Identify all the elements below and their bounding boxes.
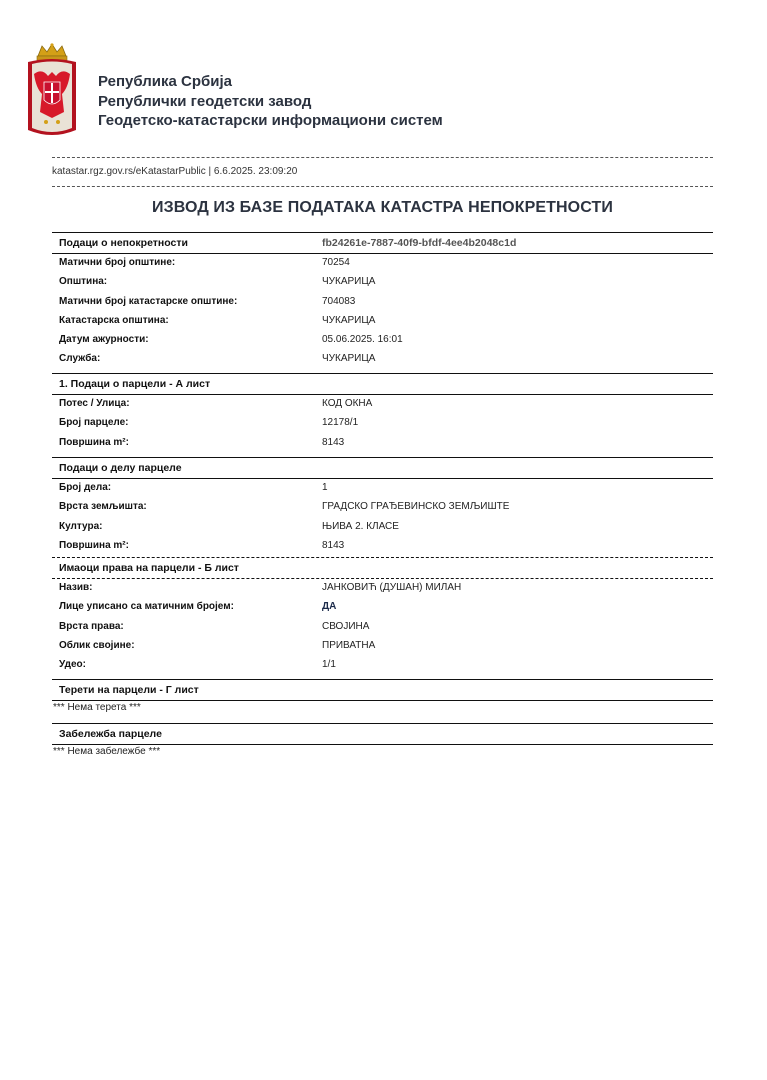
section-header <box>52 679 713 701</box>
field-value: 05.06.2025. 16:01 <box>322 334 403 346</box>
field-value: ПРИВАТНА <box>322 639 376 651</box>
field-row <box>52 579 713 598</box>
burdens-section <box>52 679 713 718</box>
field-label: Лице уписано са матичним бројем: <box>59 601 234 613</box>
field-value: ЧУКАРИЦА <box>322 276 376 288</box>
document-title: ИЗВОД ИЗ БАЗЕ ПОДАТАКА КАТАСТРА НЕПОКРЕТНОСТИ <box>152 199 613 216</box>
field-label: Датум ажурности: <box>59 334 149 346</box>
field-row <box>52 637 713 656</box>
field-value: КОД ОКНА <box>322 398 373 409</box>
section-title: Подаци о делу парцеле <box>59 462 182 474</box>
field-label: Катастарска општина: <box>59 314 169 326</box>
remarks-note: *** Нема забележбе *** <box>53 746 161 757</box>
field-row <box>52 350 713 369</box>
field-row <box>52 293 713 312</box>
owners-section <box>52 557 713 675</box>
header-system: Геодетско-катастарски информациони систем <box>98 112 443 129</box>
document-header <box>24 42 644 147</box>
field-label: Матични број општине: <box>59 257 176 268</box>
section-header <box>52 232 713 254</box>
section-header <box>52 457 713 479</box>
field-row <box>52 598 713 617</box>
field-label: Облик својине: <box>59 639 135 651</box>
field-value: 8143 <box>322 539 345 551</box>
source-line: katastar.rgz.gov.rs/eKatastarPublic | 6.6.2025. 23:09:20 <box>52 166 298 177</box>
field-value: ЈАНКОВИЋ (ДУШАН) МИЛАН <box>322 582 462 593</box>
field-row <box>52 518 713 537</box>
field-row <box>52 498 713 517</box>
section-header <box>52 557 713 579</box>
field-value: 1/1 <box>322 659 336 671</box>
field-value: СВОЈИНА <box>322 620 370 632</box>
field-label: Потес / Улица: <box>59 398 130 409</box>
section-header <box>52 723 713 745</box>
field-row <box>52 331 713 350</box>
field-value: 8143 <box>322 436 345 448</box>
field-row <box>52 273 713 292</box>
property-section <box>52 232 713 370</box>
field-row <box>52 414 713 433</box>
field-value: ЧУКАРИЦА <box>322 353 376 365</box>
field-label: Површина m²: <box>59 436 129 448</box>
note-row <box>52 701 713 718</box>
divider <box>52 186 713 187</box>
section-title: Забележба парцеле <box>59 728 162 740</box>
field-value: 704083 <box>322 295 356 307</box>
section-title: Имаоци права на парцели - Б лист <box>59 562 239 574</box>
field-value: 70254 <box>322 257 350 268</box>
field-label: Удео: <box>59 659 86 671</box>
field-label: Врста земљишта: <box>59 501 147 513</box>
field-row <box>52 479 713 498</box>
section-title: Подаци о непокретности <box>59 237 188 249</box>
field-label: Култура: <box>59 520 103 532</box>
field-label: Врста права: <box>59 620 124 632</box>
field-label: Број парцеле: <box>59 417 129 429</box>
field-label: Служба: <box>59 353 101 365</box>
field-label: Матични број катастарске општине: <box>59 295 238 307</box>
field-row <box>52 618 713 637</box>
field-row <box>52 656 713 675</box>
field-row <box>52 537 713 556</box>
field-value: ЊИВА 2. КЛАСЕ <box>322 520 399 532</box>
divider <box>52 157 713 158</box>
field-label: Општина: <box>59 276 108 288</box>
section-title: 1. Подаци о парцели - А лист <box>59 378 211 390</box>
header-titles <box>98 72 443 131</box>
property-id: fb24261e-7887-40f9-bfdf-4ee4b2048c1d <box>322 237 517 249</box>
section-title: Терети на парцели - Г лист <box>59 684 199 696</box>
section-header <box>52 373 713 395</box>
field-label: Назив: <box>59 582 93 593</box>
serbian-coat-of-arms-icon <box>24 42 80 144</box>
field-value: ГРАДСКО ГРАЂЕВИНСКО ЗЕМЉИШТЕ <box>322 501 510 513</box>
field-row <box>52 312 713 331</box>
header-agency: Републички геодетски завод <box>98 92 312 110</box>
field-label: Број дела: <box>59 482 112 493</box>
field-row <box>52 434 713 453</box>
header-country: Република Србија <box>98 73 233 90</box>
parcel-section <box>52 373 713 453</box>
field-row <box>52 395 713 414</box>
field-row <box>52 254 713 273</box>
field-label: Површина m²: <box>59 539 129 551</box>
remarks-section <box>52 723 713 762</box>
burdens-note: *** Нема терета *** <box>53 702 141 713</box>
field-value: ДА <box>322 601 337 613</box>
parcel-part-section <box>52 457 713 556</box>
field-value: 12178/1 <box>322 417 359 429</box>
field-value: ЧУКАРИЦА <box>322 314 376 326</box>
field-value: 1 <box>322 482 328 493</box>
note-row <box>52 745 713 762</box>
